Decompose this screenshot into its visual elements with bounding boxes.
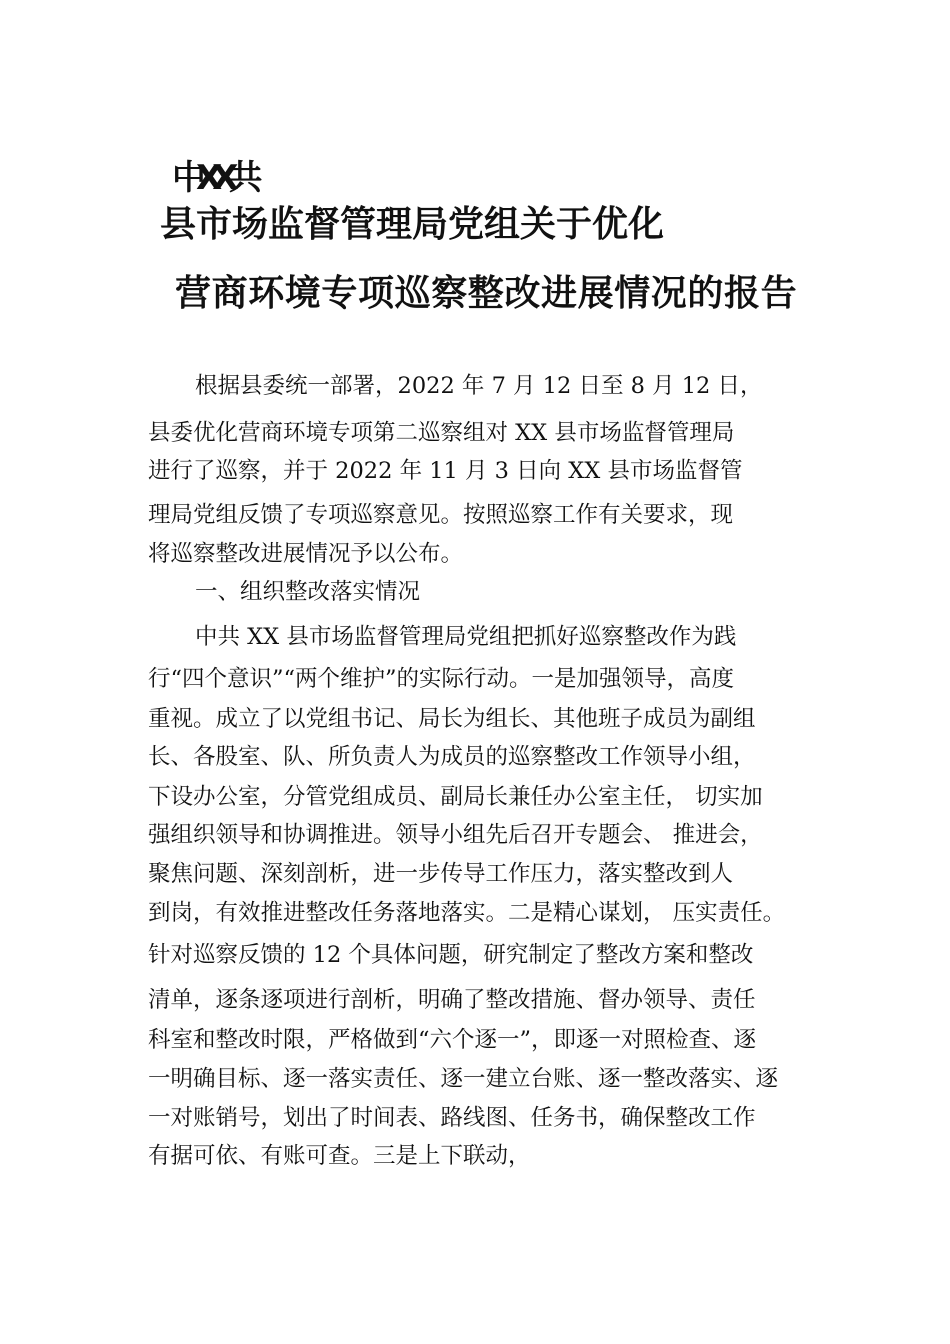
paragraph-2-line-10: 清单，逐条逐项进行剖析，明确了整改措施、督办领导、责任 [148,987,756,1013]
paragraph-1-line-1: 根据县委统一部署，2022 年 7 月 12 日至 8 月 12 日， [195,373,763,399]
document-title-line-2: 营商环境专项巡察整改进展情况的报告 [175,273,798,314]
section-heading: 一、组织整改落实情况 [195,579,421,605]
paragraph-2-line-9: 针对巡察反馈的 12 个具体问题，研究制定了整改方案和整改 [148,942,754,968]
document-title-line-1: 县市场监督管理局党组关于优化 [160,204,665,245]
paragraph-1-line-5: 将巡察整改进展情况予以公布。 [148,541,464,567]
paragraph-1-line-3: 进行了巡察，并于 2022 年 11 月 3 日向 XX 县市场监督管 [148,458,743,484]
paragraph-2-line-13: 一对账销号，划出了时间表、路线图、任务书，确保整改工作 [148,1105,756,1131]
paragraph-2-line-3: 重视。成立了以党组书记、局长为组长、其他班子成员为副组 [148,706,756,732]
header-mark: 中XX共 [172,158,253,198]
paragraph-1-line-4: 理局党组反馈了专项巡察意见。按照巡察工作有关要求，现 [148,502,734,528]
paragraph-2-line-5: 下设办公室，分管党组成员、副局长兼任办公室主任， 切实加 [148,784,763,810]
paragraph-1-line-2: 县委优化营商环境专项第二巡察组对 XX 县市场监督管理局 [148,420,735,446]
paragraph-2-line-2: 行“四个意识”“两个维护”的实际行动。一是加强领导，高度 [148,666,735,692]
paragraph-2-line-1: 中共 XX 县市场监督管理局党组把抓好巡察整改作为践 [195,624,737,650]
paragraph-2-line-8: 到岗，有效推进整改任务落地落实。二是精心谋划， 压实责任。 [148,900,786,926]
paragraph-2-line-4: 长、各股室、队、所负责人为成员的巡察整改工作领导小组， [148,744,756,770]
paragraph-2-line-11: 科室和整改时限，严格做到“六个逐一”，即逐一对照检查、逐 [148,1027,757,1053]
paragraph-2-line-12: 一明确目标、逐一落实责任、逐一建立台账、逐一整改落实、逐 [148,1066,779,1092]
paragraph-2-line-6: 强组织领导和协调推进。领导小组先后召开专题会、 推进会， [148,822,763,848]
paragraph-2-line-14: 有据可依、有账可查。三是上下联动， [148,1143,531,1169]
paragraph-2-line-7: 聚焦问题、深刻剖析，进一步传导工作压力，落实整改到人 [148,861,734,887]
